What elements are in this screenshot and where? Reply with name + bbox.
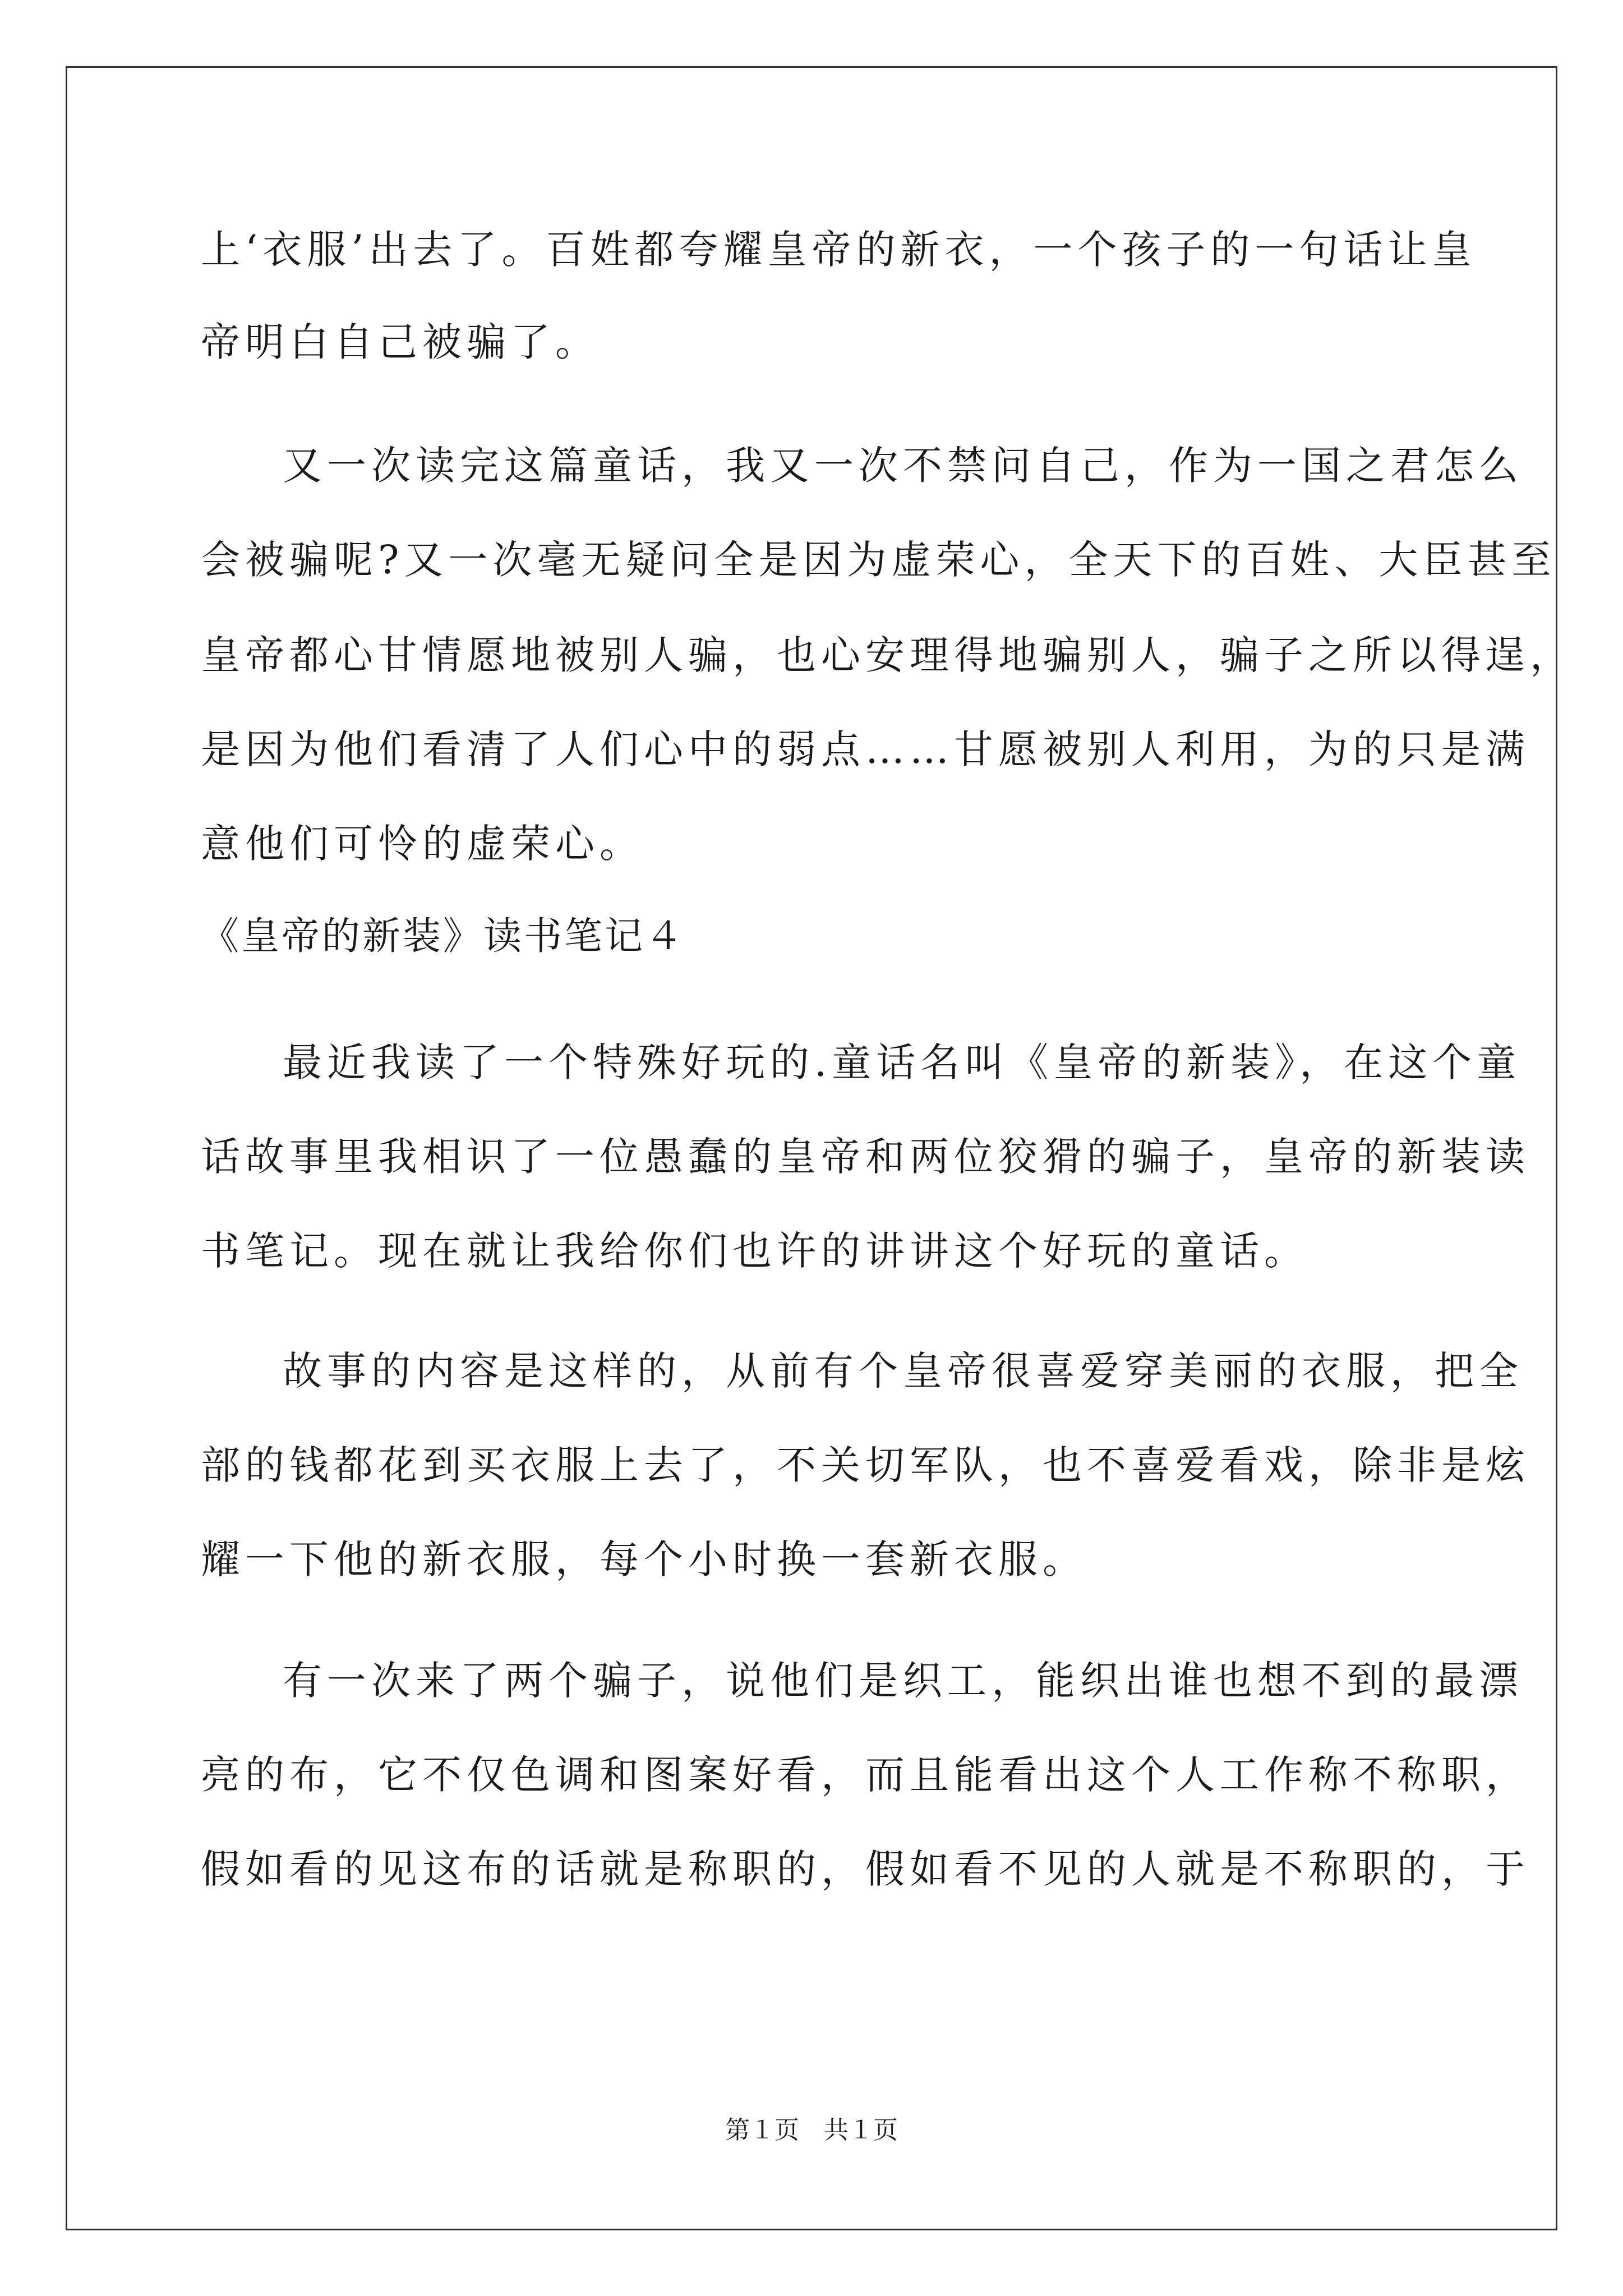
- paragraph-line: 假如看的见这布的话就是称职的，假如看不见的人就是不称职的，于: [201, 1846, 1530, 1892]
- paragraph-line: 又一次读完这篇童话，我又一次不禁问自己，作为一国之君怎么: [283, 443, 1523, 489]
- paragraph-line: 故事的内容是这样的，从前有个皇帝很喜爱穿美丽的衣服，把全: [283, 1348, 1523, 1394]
- page-total: 共１页: [824, 2116, 898, 2145]
- paragraph-line: 意他们可怜的虚荣心。: [201, 821, 644, 867]
- paragraph-line: 会被骗呢?又一次毫无疑问全是因为虚荣心，全天下的百姓、大臣甚至: [201, 537, 1556, 583]
- paragraph-line: 皇帝都心甘情愿地被别人骗，也心安理得地骗别人，骗子之所以得逞，: [201, 632, 1574, 678]
- section-heading: 《皇帝的新装》读书笔记４: [201, 914, 686, 959]
- page-number: 第１页: [725, 2116, 799, 2145]
- paragraph-line: 最近我读了一个特殊好玩的.童话名叫《皇帝的新装》，在这个童: [283, 1039, 1521, 1085]
- paragraph-line: 书笔记。现在就让我给你们也许的讲讲这个好玩的童话。: [201, 1228, 1308, 1274]
- paragraph-line: 话故事里我相识了一位愚蠢的皇帝和两位狡猾的骗子，皇帝的新装读: [201, 1134, 1530, 1180]
- paragraph-line: 有一次来了两个骗子，说他们是织工，能织出谁也想不到的最漂: [283, 1658, 1523, 1704]
- paragraph-line: 部的钱都花到买衣服上去了，不关切军队，也不喜爱看戏，除非是炫: [201, 1442, 1530, 1488]
- paragraph-line: 是因为他们看清了人们心中的弱点……甘愿被别人利用，为的只是满: [201, 726, 1530, 772]
- paragraph-line: 亮的布，它不仅色调和图案好看，而且能看出这个人工作称不称职，: [201, 1752, 1530, 1798]
- paragraph-line: 上‘衣服’出去了。百姓都夸耀皇帝的新衣，一个孩子的一句话让皇: [201, 227, 1477, 273]
- page-footer: [0, 2114, 1623, 2147]
- paragraph-line: 耀一下他的新衣服，每个小时换一套新衣服。: [201, 1536, 1087, 1582]
- paragraph-line: 帝明白自己被骗了。: [201, 319, 600, 365]
